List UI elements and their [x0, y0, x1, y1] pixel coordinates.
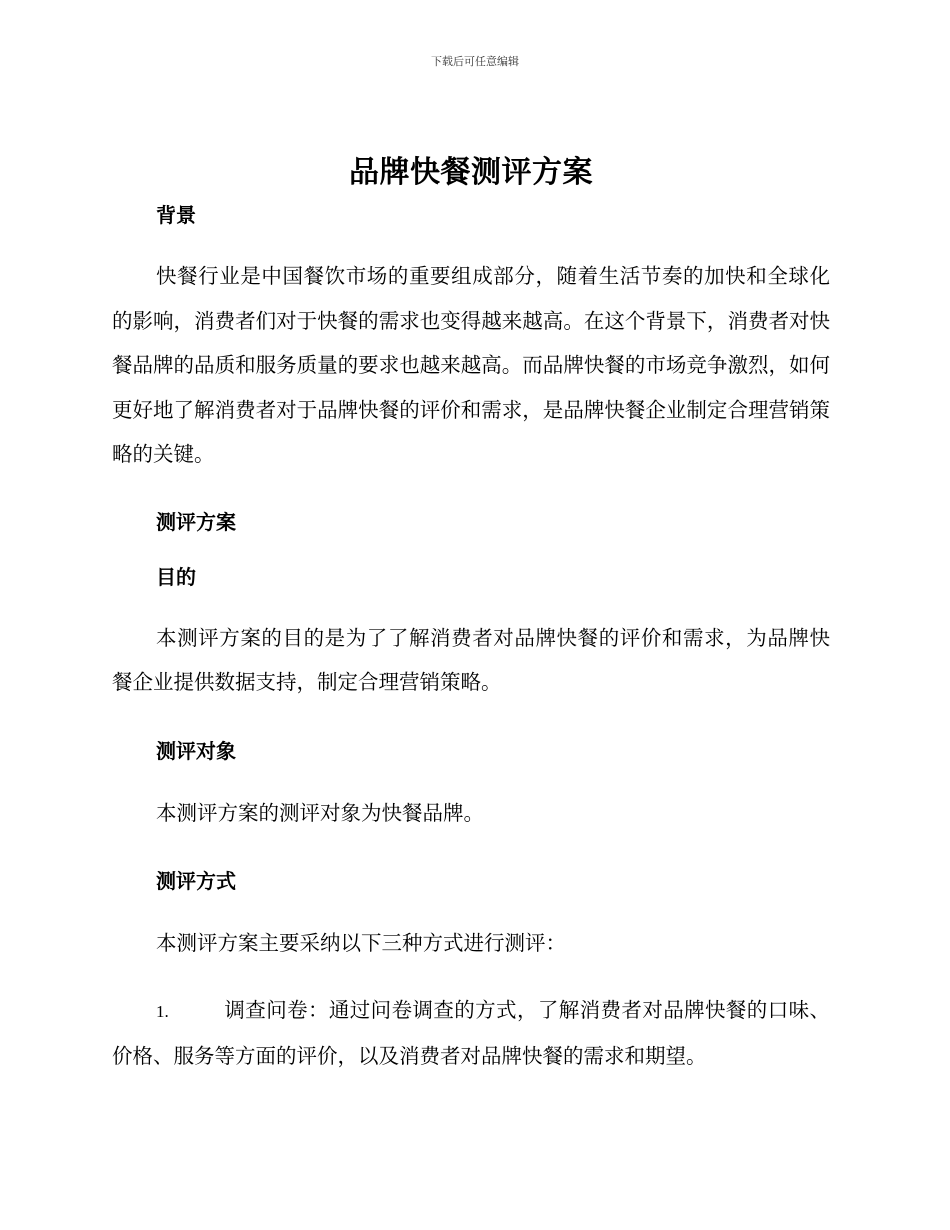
- document-title: 品牌快餐测评方案: [349, 155, 593, 190]
- section-heading-purpose: 目的: [156, 564, 196, 589]
- page-header-note: 下载后可任意编辑: [431, 55, 519, 68]
- section-heading-background: 背景: [156, 203, 196, 227]
- method-paragraph: 本测评方案主要采纳以下三种方式进行测评：: [156, 931, 566, 955]
- target-paragraph: 本测评方案的测评对象为快餐品牌。: [156, 800, 484, 825]
- background-paragraph: 快餐行业是中国餐饮市场的重要组成部分，随着生活节奏的加快和全球化的影响，消费者们对于快餐的需求也变得越来越高。在这个背景下，消费者对快餐品牌的品质和服务质量的要求也越来越高。而品牌快餐的市场竞争激烈，如何更好地了解消费者对于品牌快餐的评价和需求，是品牌快餐企业制定合理营销策略的关键。: [112, 264, 830, 466]
- section-heading-target: 测评对象: [156, 738, 236, 763]
- document-body: [112, 150, 830, 1079]
- section-heading-plan: 测评方案: [156, 509, 236, 534]
- list-item-text: 调查问卷：通过问卷调查的方式，了解消费者对品牌快餐的口味、价格、服务等方面的评价，以及消费者对品牌快餐的需求和期望。: [112, 997, 830, 1068]
- list-item: [112, 988, 830, 1079]
- purpose-paragraph: 本测评方案的目的是为了了解消费者对品牌快餐的评价和需求，为品牌快餐企业提供数据支持，制定合理营销策略。: [112, 625, 830, 694]
- list-item-number: 1.: [156, 1001, 169, 1021]
- section-heading-method: 测评方式: [156, 869, 236, 893]
